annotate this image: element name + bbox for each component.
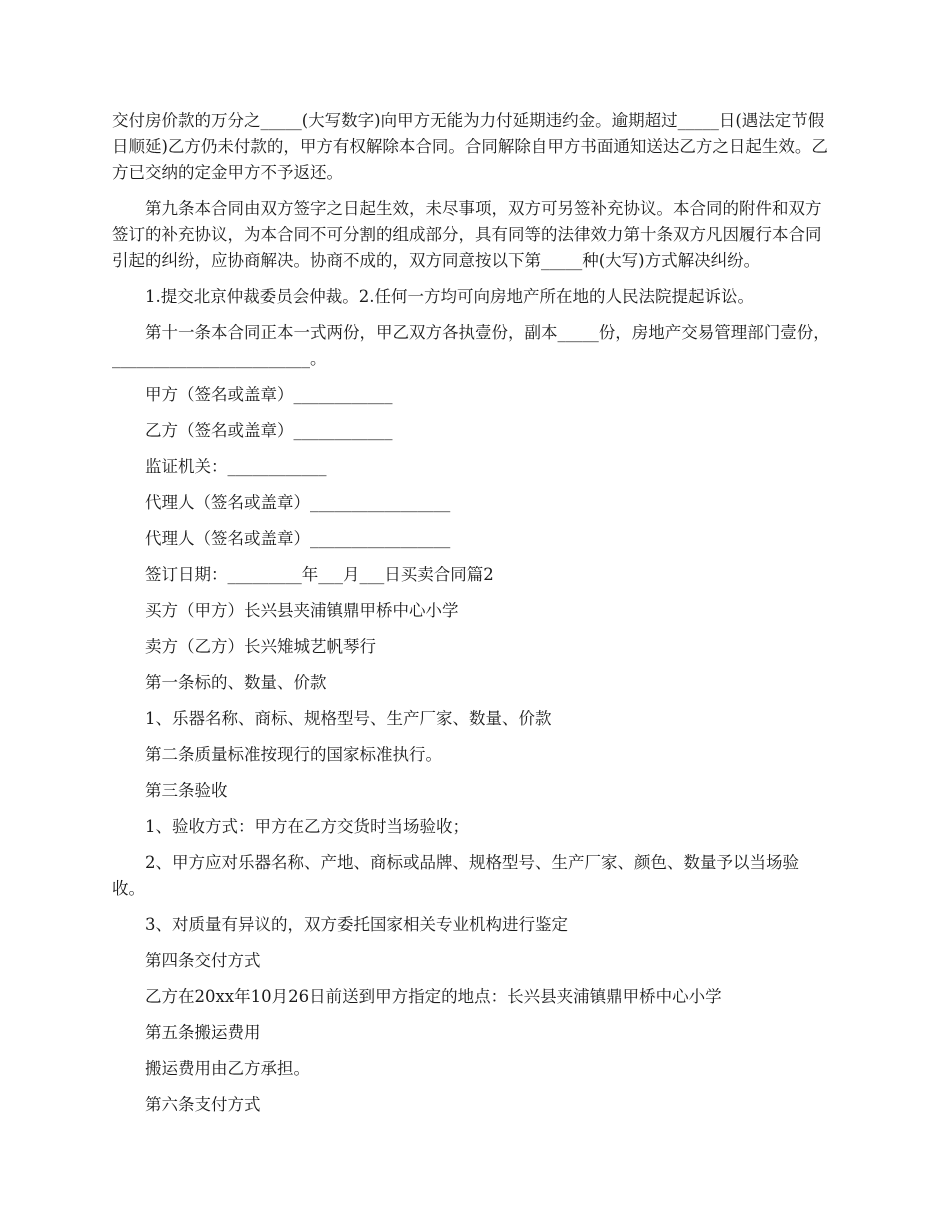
article-3-item-2: 2、甲方应对乐器名称、产地、商标或品牌、规格型号、生产厂家、颜色、数量予以当场验收。 (112, 853, 799, 898)
paragraph-late-payment: 交付房价款的万分之_____(大写数字)向甲方无能为力付延期违约金。逾期超过_____日(遇法定节假日顺延)乙方仍未付款的，甲方有权解除本合同。合同解除自甲方书面通知送达乙方之日起生效。乙方已交纳的定金甲方不予返还。 (112, 111, 828, 182)
article-5-heading: 第五条搬运费用 (145, 1023, 261, 1042)
article-3-heading: 第三条验收 (145, 781, 228, 800)
article-3-item-3: 3、对质量有异议的，双方委托国家相关专业机构进行鉴定 (145, 915, 568, 934)
article-4-detail: 乙方在20xx年10月26日前送到甲方指定的地点：长兴县夹浦镇鼎甲桥中心小学 (145, 987, 722, 1006)
paragraph-dispute-options: 1.提交北京仲裁委员会仲裁。2.任何一方均可向房地产所在地的人民法院提起诉讼。 (145, 287, 754, 306)
signature-party-b: 乙方（签名或盖章）____________ (145, 421, 393, 440)
supervising-authority: 监证机关：____________ (145, 457, 327, 476)
agent-signature-1: 代理人（签名或盖章）_________________ (145, 493, 451, 512)
article-1-heading: 第一条标的、数量、价款 (145, 673, 327, 692)
article-1-item: 1、乐器名称、商标、规格型号、生产厂家、数量、价款 (145, 709, 552, 728)
article-2: 第二条质量标准按现行的国家标准执行。 (145, 745, 442, 764)
seller-party: 卖方（乙方）长兴雉城艺帆琴行 (145, 637, 376, 656)
agent-signature-2: 代理人（签名或盖章）_________________ (145, 529, 451, 548)
article-5-detail: 搬运费用由乙方承担。 (145, 1059, 310, 1078)
paragraph-article-11: 第十一条本合同正本一式两份，甲乙双方各执壹份，副本_____份，房地产交易管理部门壹份，________________________。 (112, 323, 830, 368)
article-6-heading: 第六条支付方式 (145, 1095, 261, 1114)
signature-party-a: 甲方（签名或盖章）____________ (145, 385, 393, 404)
article-4-heading: 第四条交付方式 (145, 951, 261, 970)
paragraph-article-9-10: 第九条本合同由双方签字之日起生效，未尽事项，双方可另签补充协议。本合同的附件和双方签订的补充协议，为本合同不可分割的组成部分，具有同等的法律效力第十条双方凡因履行本合同引起的纠纷，应协商解决。协商不成的，双方同意按以下第_____种(大写)方式解决纠纷。 (112, 199, 822, 270)
buyer-party: 买方（甲方）长兴县夹浦镇鼎甲桥中心小学 (145, 601, 459, 620)
signing-date: 签订日期：_________年___月___日买卖合同篇2 (145, 565, 494, 584)
article-3-item-1: 1、验收方式：甲方在乙方交货时当场验收； (145, 817, 469, 836)
